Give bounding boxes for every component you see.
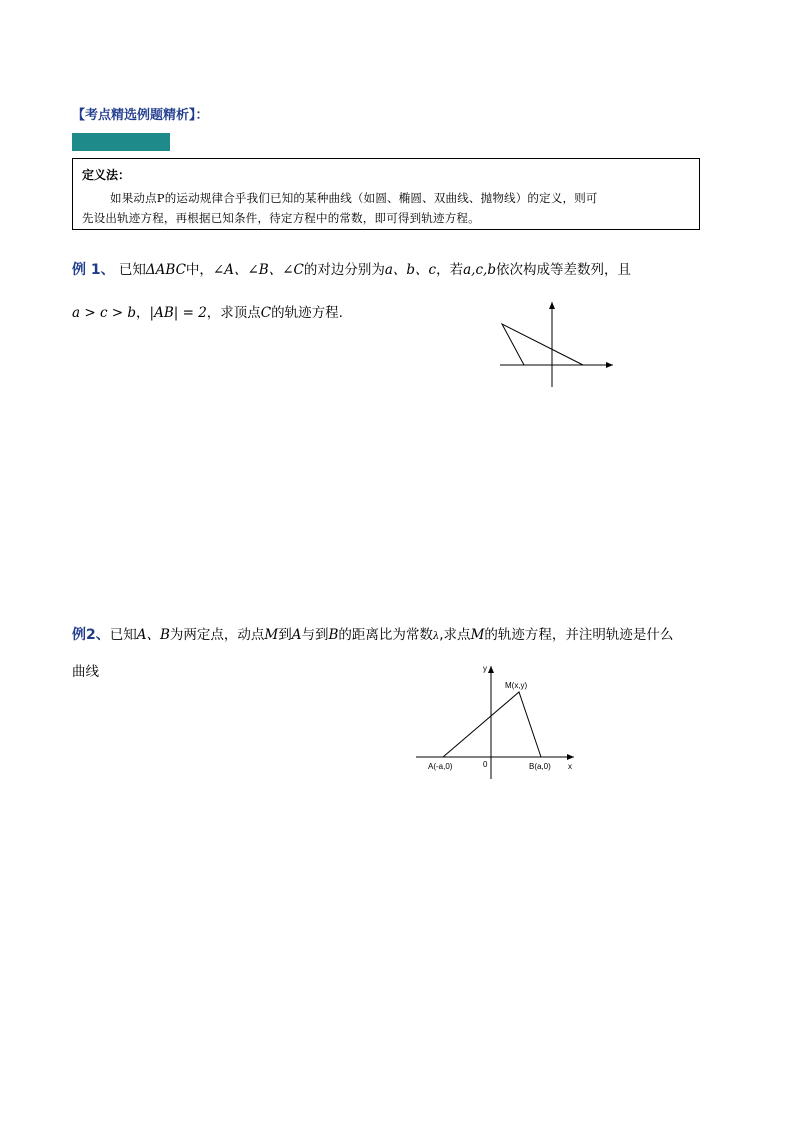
y-axis-label: y xyxy=(483,664,487,673)
text: ，求顶点 xyxy=(206,305,261,321)
text: 依次构成等差数列，且 xyxy=(495,262,631,278)
text: 已知 xyxy=(109,627,137,643)
text: 的距离比为常数 xyxy=(338,627,433,643)
text: 到 xyxy=(278,627,292,643)
triangle xyxy=(443,692,541,757)
points-ab: A、B xyxy=(136,627,170,643)
example-1-line-2 xyxy=(72,301,343,321)
x-axis-label: x xyxy=(568,762,572,771)
triangle-symbol: ΔABC xyxy=(145,262,186,278)
vertex-c: C xyxy=(260,305,272,321)
point-a-label: A(-a,0) xyxy=(428,762,453,771)
definition-text-line-2: 先设出轨迹方程，再根据已知条件，待定方程中的常数，即可得到轨迹方程。 xyxy=(82,211,480,225)
sides: a、b、c xyxy=(384,262,437,278)
point-m-label: M(x,y) xyxy=(505,681,528,690)
text: 的轨迹方程. xyxy=(271,305,343,321)
point-m: M xyxy=(264,627,279,643)
example-2-line-1 xyxy=(72,623,673,644)
text: ， xyxy=(136,305,150,321)
text: 中， xyxy=(185,262,213,278)
angles: ∠A、∠B、∠C xyxy=(212,262,304,278)
ab-length: |AB| = 2 xyxy=(149,305,207,321)
point-m: M xyxy=(470,627,485,643)
example-2-line-2: 曲线 xyxy=(72,664,99,680)
example-2-label: 例2 xyxy=(72,627,96,643)
text: 的对边分别为 xyxy=(303,262,385,278)
text: 已知 xyxy=(118,262,146,278)
text: ，若 xyxy=(436,262,464,278)
section-banner xyxy=(72,133,170,151)
example-1-label: 例 1 xyxy=(72,262,101,278)
example-1-line-1 xyxy=(72,258,631,279)
point-a: A xyxy=(291,627,302,643)
sequence: a,c,b xyxy=(463,262,496,278)
example-2-figure xyxy=(412,658,582,783)
point-b: B xyxy=(328,627,339,643)
inequality: a > c > b xyxy=(72,305,137,321)
text: ,求点 xyxy=(439,627,471,643)
text: 为两定点，动点 xyxy=(169,627,265,643)
definition-text-line-1: 如果动点P的运动规律合乎我们已知的某种曲线（如圆、椭圆、双曲线、抛物线）的定义，则可 xyxy=(110,191,598,205)
example-2-separator: 、 xyxy=(95,627,110,643)
point-b-label: B(a,0) xyxy=(529,762,551,771)
lambda: λ xyxy=(432,631,440,642)
text: 的轨迹方程，并注明轨迹是什么 xyxy=(484,627,674,643)
origin-label: 0 xyxy=(483,760,488,769)
example-1-figure xyxy=(495,296,620,391)
definition-title: 定义法： xyxy=(82,168,131,182)
example-1-separator: 、 xyxy=(100,262,115,278)
triangle xyxy=(502,324,583,365)
section-title: 【考点精选例题精析】： xyxy=(72,108,209,123)
text: 与到 xyxy=(301,627,329,643)
